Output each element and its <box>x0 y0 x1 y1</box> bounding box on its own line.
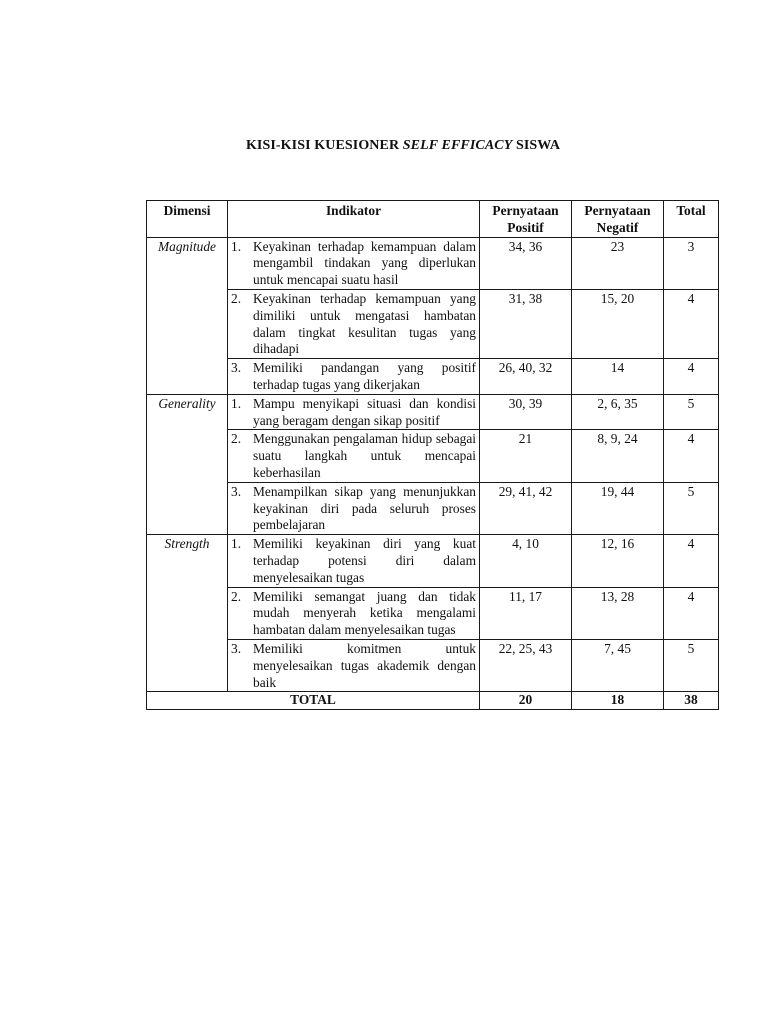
kisi-kisi-table <box>146 200 719 710</box>
indikator-number: 2. <box>231 431 242 447</box>
indikator-cell <box>228 535 480 587</box>
table-row <box>147 639 719 691</box>
negatif-cell: 2, 6, 35 <box>572 394 664 430</box>
table-row <box>147 535 719 587</box>
indikator-text: Memiliki semangat juang dan tidak mudah menyerah ketika mengalami hambatan dalam menyelesaikan tugas <box>253 588 476 638</box>
table-row <box>147 430 719 482</box>
dimensi-cell: Generality <box>147 394 228 534</box>
indikator-cell <box>228 587 480 639</box>
negatif-cell: 15, 20 <box>572 289 664 358</box>
positif-cell: 11, 17 <box>480 587 572 639</box>
positif-cell: 31, 38 <box>480 289 572 358</box>
total-label: TOTAL <box>147 692 480 710</box>
indikator-text: Memiliki keyakinan diri yang kuat terhadap potensi diri dalam menyelesaikan tugas <box>253 536 476 585</box>
negatif-cell: 12, 16 <box>572 535 664 587</box>
table-row <box>147 394 719 430</box>
total-cell: 4 <box>664 587 719 639</box>
positif-cell: 26, 40, 32 <box>480 359 572 395</box>
total-total: 38 <box>664 692 719 710</box>
total-negatif: 18 <box>572 692 664 710</box>
indikator-cell <box>228 639 480 691</box>
indikator-cell <box>228 394 480 430</box>
header-indikator: Indikator <box>228 201 480 238</box>
table-row <box>147 587 719 639</box>
total-cell: 3 <box>664 237 719 289</box>
indikator-cell <box>228 237 480 289</box>
title-suffix: SISWA <box>512 138 561 153</box>
indikator-text: Memiliki komitmen untuk menyelesaikan tugas akademik dengan baik <box>253 640 476 690</box>
negatif-cell: 23 <box>572 237 664 289</box>
total-cell: 5 <box>664 482 719 534</box>
negatif-cell: 19, 44 <box>572 482 664 534</box>
indikator-number: 3. <box>231 640 242 656</box>
indikator-number: 3. <box>231 360 242 376</box>
header-dimensi: Dimensi <box>147 201 228 238</box>
header-row <box>147 201 719 238</box>
table-row <box>147 289 719 358</box>
title-italic: SELF EFFICACY <box>402 138 513 153</box>
title-prefix: KISI-KISI KUESIONER <box>245 138 403 153</box>
dimensi-cell: Magnitude <box>147 237 228 394</box>
total-cell: 4 <box>664 289 719 358</box>
indikator-number: 2. <box>231 290 242 306</box>
positif-cell: 30, 39 <box>480 394 572 430</box>
total-cell: 5 <box>664 639 719 691</box>
indikator-text: Menggunakan pengalaman hidup sebagai suatu langkah untuk mencapai keberhasilan <box>253 431 476 480</box>
negatif-cell: 14 <box>572 359 664 395</box>
total-cell: 4 <box>664 430 719 482</box>
total-cell: 4 <box>664 359 719 395</box>
positif-cell: 29, 41, 42 <box>480 482 572 534</box>
indikator-cell <box>228 430 480 482</box>
indikator-cell <box>228 482 480 534</box>
indikator-text: Keyakinan terhadap kemampuan yang dimiliki untuk mengatasi hambatan dalam tingkat kesulitan tugas yang dihadapi <box>253 290 476 357</box>
table-row <box>147 482 719 534</box>
indikator-number: 1. <box>231 536 242 552</box>
total-cell: 4 <box>664 535 719 587</box>
positif-cell: 21 <box>480 430 572 482</box>
total-positif: 20 <box>480 692 572 710</box>
indikator-text: Menampilkan sikap yang menunjukkan keyakinan diri pada seluruh proses pembelajaran <box>253 483 476 533</box>
indikator-number: 1. <box>231 395 242 411</box>
indikator-number: 2. <box>231 588 242 604</box>
table-body <box>147 237 719 692</box>
header-negatif: Pernyataan Negatif <box>572 201 664 238</box>
positif-cell: 4, 10 <box>480 535 572 587</box>
indikator-text: Keyakinan terhadap kemampuan dalam mengambil tindakan yang diperlukan untuk mencapai suatu hasil <box>253 238 476 288</box>
negatif-cell: 13, 28 <box>572 587 664 639</box>
indikator-number: 3. <box>231 483 242 499</box>
total-cell: 5 <box>664 394 719 430</box>
header-positif: Pernyataan Positif <box>480 201 572 238</box>
indikator-text: Mampu menyikapi situasi dan kondisi yang beragam dengan sikap positif <box>253 395 476 428</box>
positif-cell: 34, 36 <box>480 237 572 289</box>
indikator-cell <box>228 289 480 358</box>
negatif-cell: 8, 9, 24 <box>572 430 664 482</box>
document-title <box>0 138 768 154</box>
indikator-cell <box>228 359 480 395</box>
indikator-text: Memiliki pandangan yang positif terhadap tugas yang dikerjakan <box>253 360 476 392</box>
indikator-number: 1. <box>231 238 242 254</box>
header-total: Total <box>664 201 719 238</box>
total-row <box>147 692 719 710</box>
table-row <box>147 359 719 395</box>
negatif-cell: 7, 45 <box>572 639 664 691</box>
table-row <box>147 237 719 289</box>
positif-cell: 22, 25, 43 <box>480 639 572 691</box>
dimensi-cell: Strength <box>147 535 228 692</box>
